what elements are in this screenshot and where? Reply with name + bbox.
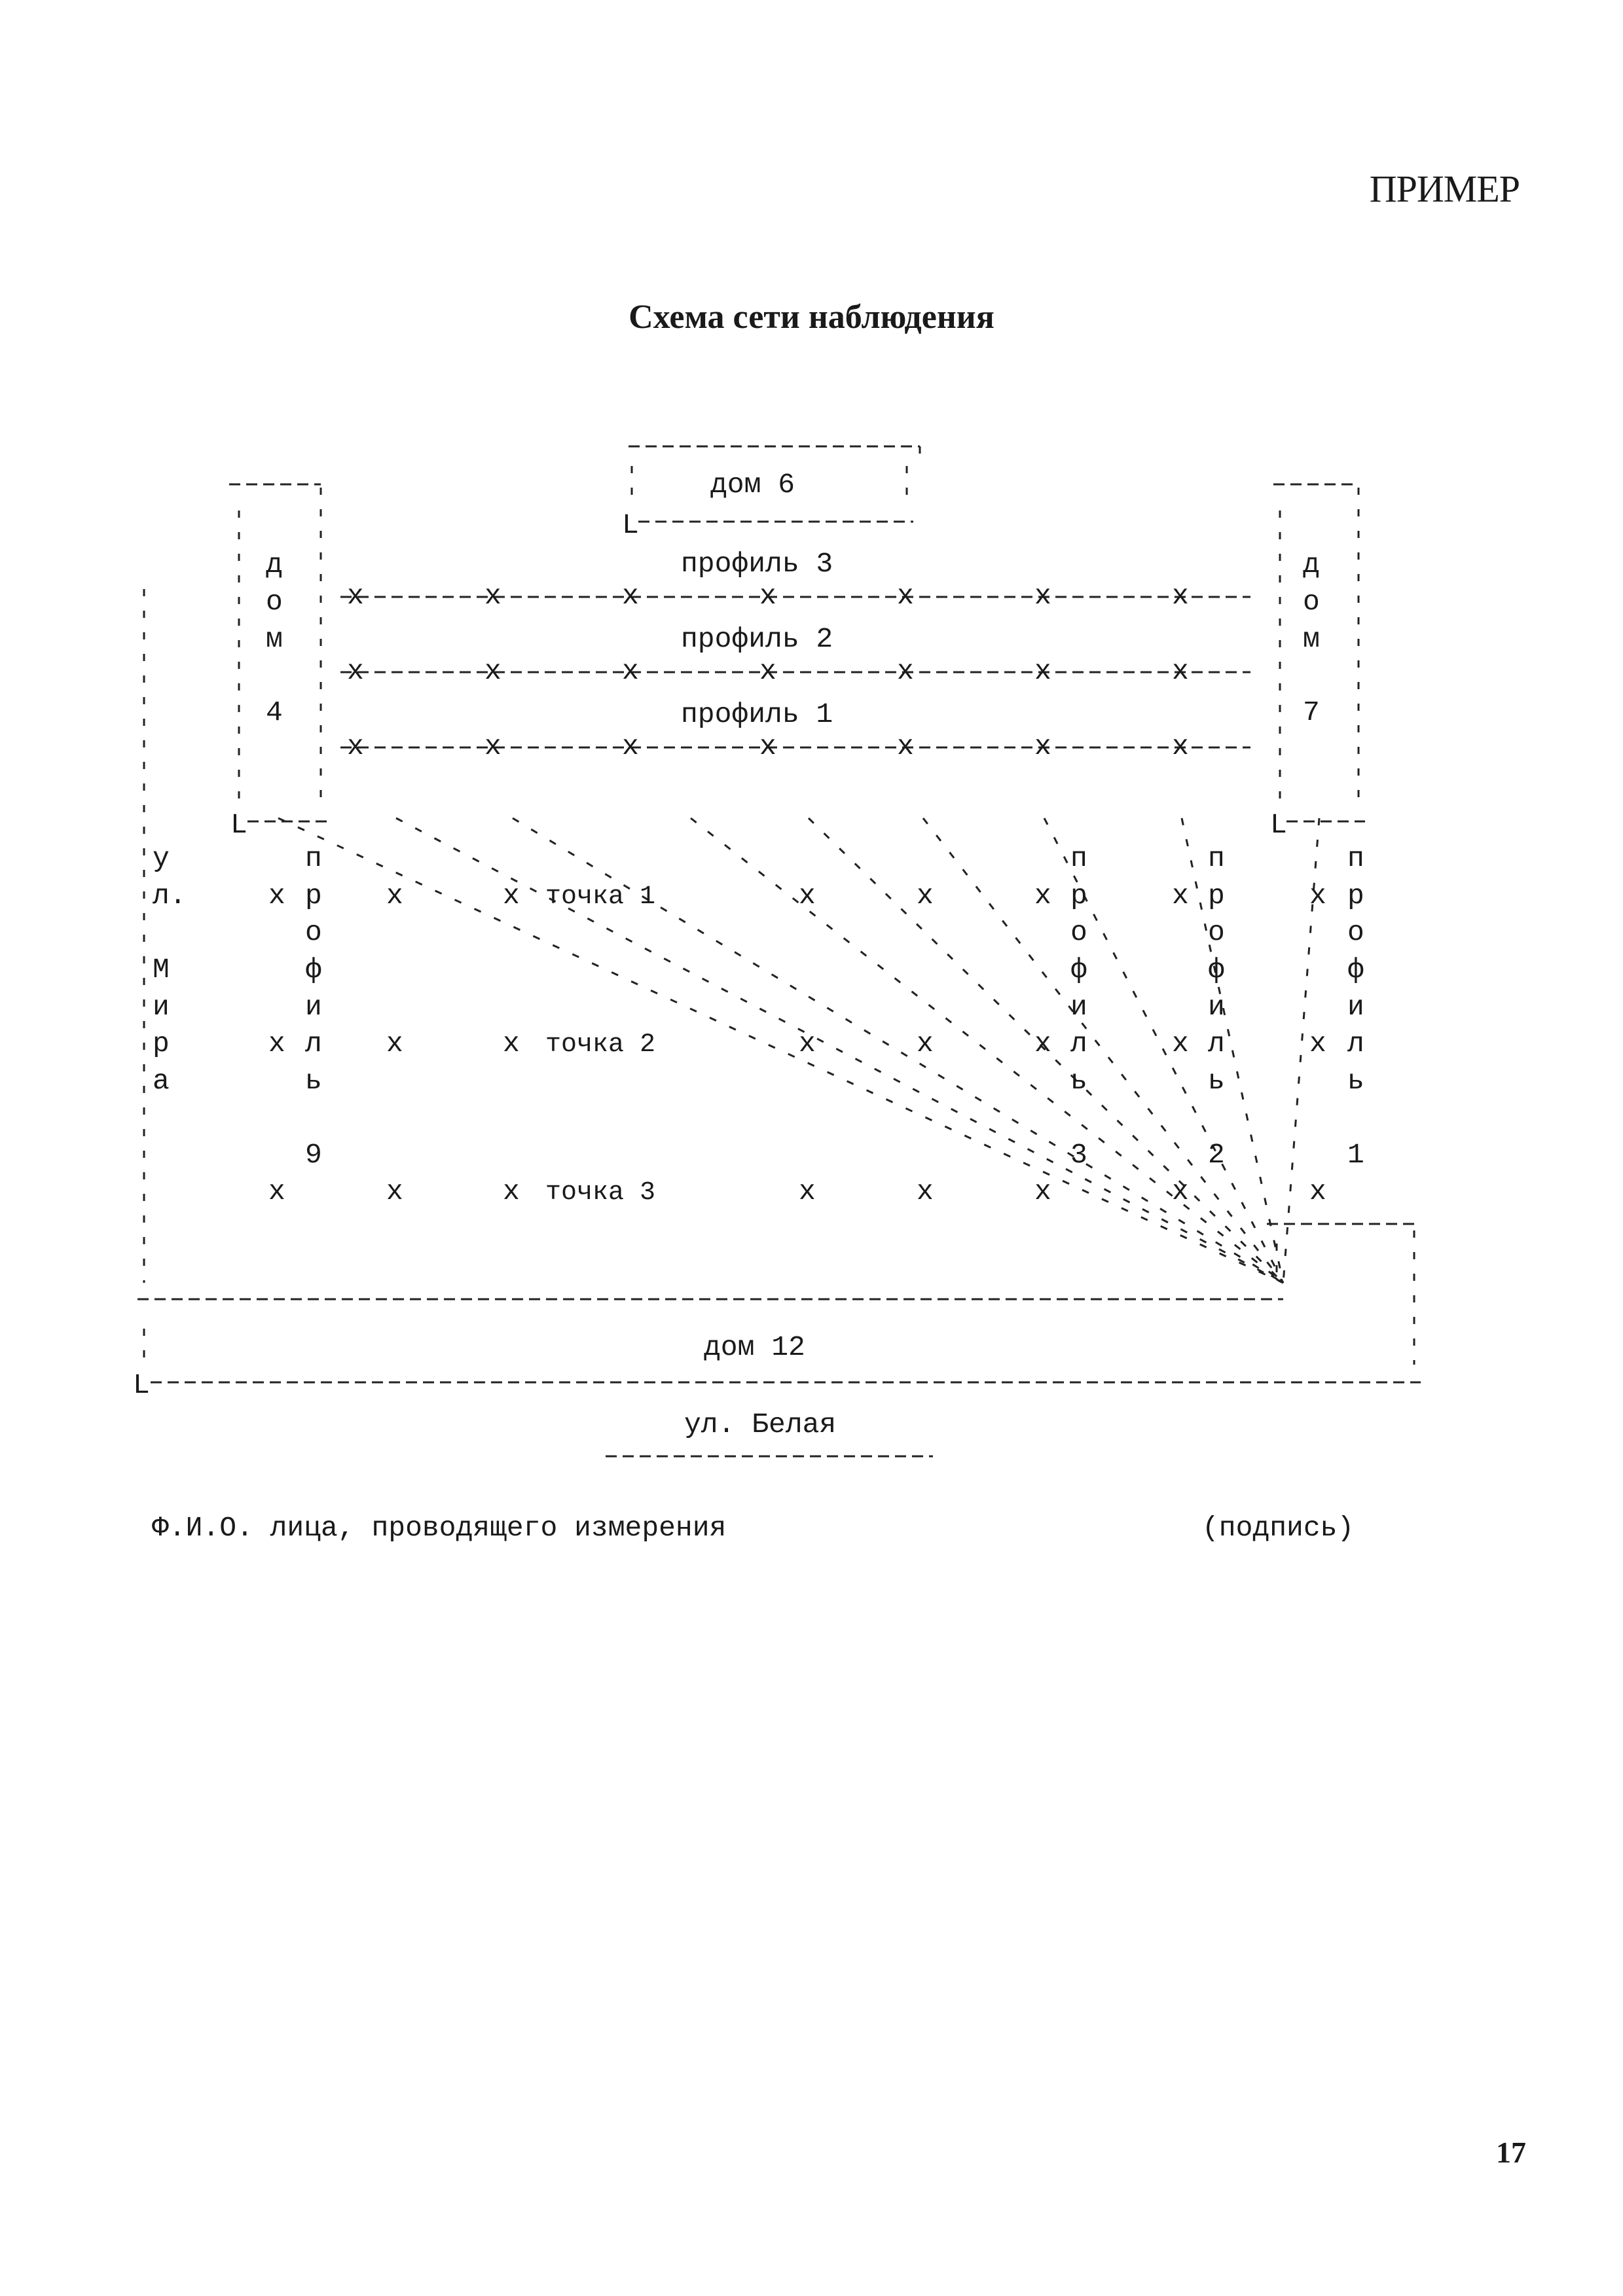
point-3-label: точка 3 bbox=[545, 1178, 656, 1208]
measurement-marker: x bbox=[503, 1175, 520, 1208]
measurement-markers bbox=[268, 580, 1326, 1208]
profile-3v-letter: р bbox=[1070, 880, 1087, 912]
measurement-marker: x bbox=[386, 1175, 403, 1208]
profile-3v-letter: л bbox=[1070, 1028, 1087, 1060]
profile-3v-letter: ф bbox=[1070, 954, 1087, 986]
profile-3v-letter: и bbox=[1070, 991, 1087, 1023]
fio-line: Ф.И.О. лица, проводящего измерения bbox=[152, 1512, 727, 1544]
point-2-label: точка 2 bbox=[545, 1030, 656, 1060]
measurement-marker: x bbox=[503, 1028, 520, 1060]
house-12-corner-mark: L bbox=[133, 1369, 150, 1401]
scheme-lines bbox=[137, 446, 1421, 1456]
page-title: Схема сети наблюдения bbox=[629, 298, 994, 336]
measurement-marker: x bbox=[484, 580, 501, 612]
measurement-marker: x bbox=[347, 655, 364, 687]
house-4-letter: д bbox=[266, 548, 283, 581]
mira-street-letter: у bbox=[153, 842, 170, 874]
measurement-marker: x bbox=[622, 730, 639, 762]
measurement-marker: x bbox=[917, 1028, 934, 1060]
profile-2-label: профиль 2 bbox=[681, 623, 833, 655]
profile-3v-letter: о bbox=[1070, 916, 1087, 948]
measurement-marker: x bbox=[1309, 880, 1326, 912]
measurement-marker: x bbox=[484, 655, 501, 687]
profile-3v-number: 3 bbox=[1070, 1139, 1087, 1171]
profile-2v-letter: п bbox=[1208, 842, 1225, 874]
mira-street-letter: М bbox=[153, 954, 170, 986]
profile-2v-letter: о bbox=[1208, 916, 1225, 948]
house-6-label: дом 6 bbox=[710, 469, 795, 501]
measurement-marker: x bbox=[347, 580, 364, 612]
profile-9-letter: р bbox=[305, 880, 322, 912]
profile-9-letter: л bbox=[305, 1028, 322, 1060]
mira-street-letter: л. bbox=[153, 880, 187, 912]
measurement-marker: x bbox=[386, 1028, 403, 1060]
mira-street-letter: и bbox=[153, 991, 170, 1023]
measurement-marker: x bbox=[799, 1175, 816, 1208]
profile-2v-letter: и bbox=[1208, 991, 1225, 1023]
house-4-letter: 4 bbox=[266, 696, 283, 728]
measurement-marker: x bbox=[1034, 730, 1051, 762]
house-12-label: дом 12 bbox=[704, 1331, 805, 1363]
measurement-marker: x bbox=[897, 655, 914, 687]
example-label: ПРИМЕР bbox=[1369, 168, 1520, 210]
measurement-marker: x bbox=[759, 730, 776, 762]
measurement-marker: x bbox=[897, 580, 914, 612]
profile-3v-letter: ь bbox=[1070, 1065, 1087, 1097]
belaya-street-label: ул. Белая bbox=[684, 1408, 837, 1441]
house-4-letter: о bbox=[266, 586, 283, 618]
vertical-profile-line bbox=[1182, 818, 1283, 1283]
profile-1v-letter: л bbox=[1347, 1028, 1364, 1060]
profile-9-letter: ф bbox=[305, 954, 322, 986]
measurement-marker: x bbox=[622, 580, 639, 612]
measurement-marker: x bbox=[484, 730, 501, 762]
page-number: 17 bbox=[1496, 2136, 1526, 2169]
point-1-label: точка 1 bbox=[545, 882, 656, 912]
measurement-marker: x bbox=[1172, 880, 1189, 912]
measurement-marker: x bbox=[503, 880, 520, 912]
measurement-marker: x bbox=[799, 1028, 816, 1060]
profile-2v-letter: ь bbox=[1208, 1065, 1225, 1097]
vertical-profile-line bbox=[691, 818, 1283, 1283]
measurement-marker: x bbox=[1309, 1028, 1326, 1060]
measurement-marker: x bbox=[799, 880, 816, 912]
measurement-marker: x bbox=[1172, 1175, 1189, 1208]
profile-1v-letter: ь bbox=[1347, 1065, 1364, 1097]
profile-1-label: профиль 1 bbox=[681, 698, 833, 730]
profile-1v-letter: о bbox=[1347, 916, 1364, 948]
measurement-marker: x bbox=[917, 1175, 934, 1208]
profile-2v-letter: р bbox=[1208, 880, 1225, 912]
measurement-marker: x bbox=[268, 1028, 285, 1060]
house-6-corner-mark: L bbox=[622, 509, 639, 541]
measurement-marker: x bbox=[1172, 655, 1189, 687]
measurement-marker: x bbox=[268, 880, 285, 912]
house-7-letter: 7 bbox=[1303, 696, 1320, 728]
profile-2v-number: 2 bbox=[1208, 1139, 1225, 1171]
profile-9-number: 9 bbox=[305, 1139, 322, 1171]
profile-9-letter: о bbox=[305, 916, 322, 948]
measurement-marker: x bbox=[1034, 1028, 1051, 1060]
house-7-letter: о bbox=[1303, 586, 1320, 618]
profile-3v-letter: п bbox=[1070, 842, 1087, 874]
measurement-marker: x bbox=[759, 580, 776, 612]
measurement-marker: x bbox=[759, 655, 776, 687]
vertical-profile-line bbox=[923, 818, 1283, 1283]
measurement-marker: x bbox=[386, 880, 403, 912]
profile-1v-number: 1 bbox=[1347, 1139, 1364, 1171]
measurement-marker: x bbox=[1034, 580, 1051, 612]
measurement-marker: x bbox=[1034, 655, 1051, 687]
measurement-marker: x bbox=[1034, 880, 1051, 912]
measurement-marker: x bbox=[1172, 730, 1189, 762]
profile-1v-letter: р bbox=[1347, 880, 1364, 912]
house-4-corner-mark: L bbox=[230, 809, 247, 841]
measurement-marker: x bbox=[1172, 580, 1189, 612]
measurement-marker: x bbox=[897, 730, 914, 762]
measurement-marker: x bbox=[1034, 1175, 1051, 1208]
vertical-profile-line bbox=[396, 818, 1283, 1283]
scheme-labels bbox=[133, 469, 1364, 1441]
measurement-marker: x bbox=[347, 730, 364, 762]
profile-9-letter: п bbox=[305, 842, 322, 874]
profile-2v-letter: л bbox=[1208, 1028, 1225, 1060]
house-4-letter: м bbox=[266, 623, 283, 655]
signature-line: (подпись) bbox=[1202, 1512, 1355, 1544]
measurement-marker: x bbox=[917, 880, 934, 912]
house-7-corner-mark: L bbox=[1270, 809, 1287, 841]
mira-street-letter: а bbox=[153, 1065, 170, 1097]
profile-9-letter: и bbox=[305, 991, 322, 1023]
profile-1v-letter: и bbox=[1347, 991, 1364, 1023]
profile-9-letter: ь bbox=[305, 1065, 322, 1097]
measurement-marker: x bbox=[1172, 1028, 1189, 1060]
profile-2v-letter: ф bbox=[1208, 954, 1225, 986]
profile-3-label: профиль 3 bbox=[681, 548, 833, 580]
house-7-letter: м bbox=[1303, 623, 1320, 655]
measurement-marker: x bbox=[1309, 1175, 1326, 1208]
profile-1v-letter: ф bbox=[1347, 954, 1364, 986]
profile-1v-letter: п bbox=[1347, 842, 1364, 874]
house-7-letter: д bbox=[1303, 548, 1320, 581]
measurement-marker: x bbox=[268, 1175, 285, 1208]
measurement-marker: x bbox=[622, 655, 639, 687]
mira-street-letter: р bbox=[153, 1028, 170, 1060]
